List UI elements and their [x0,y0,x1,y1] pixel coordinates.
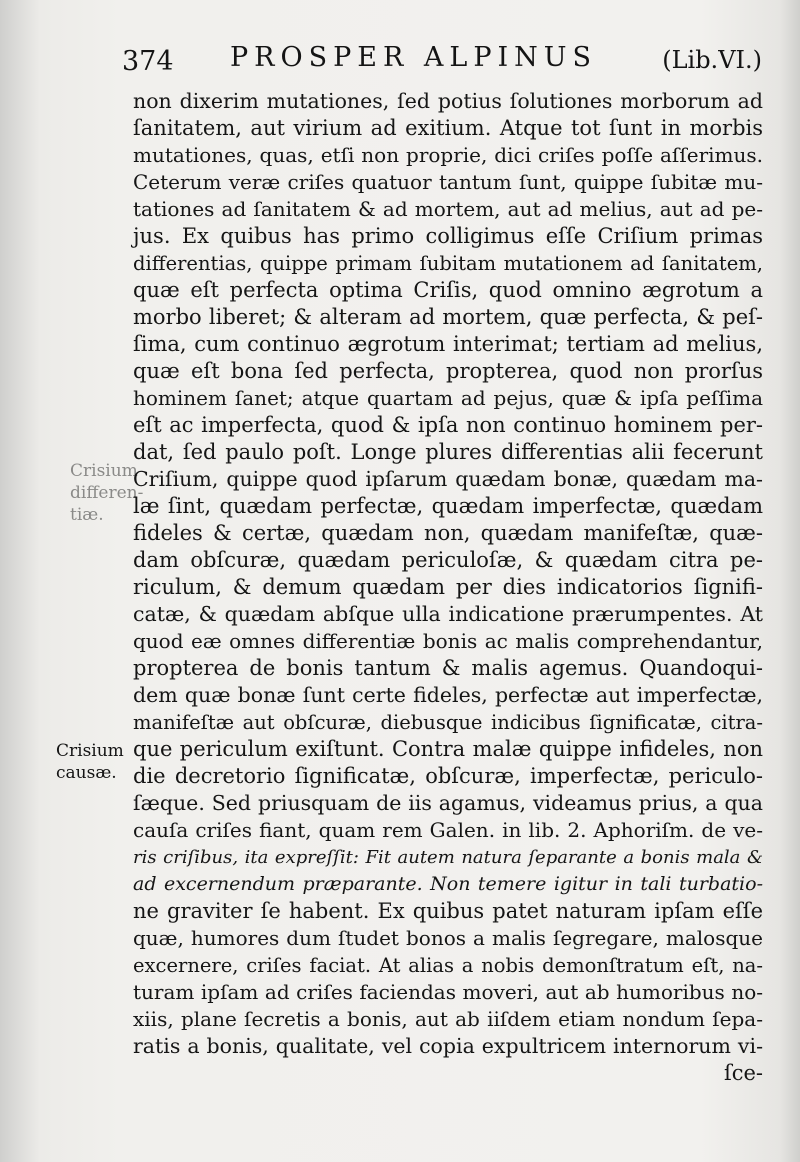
text-line: ne graviter ſe habent. Ex quibus patet naturam ipſam eſſe [133,899,763,923]
text-line: die decretorio ſignificatæ, obſcuræ, imperfectæ, periculo- [133,764,763,788]
margin-note-line: differen- [70,483,144,503]
text-line: quæ eſt bona ſed perfecta, propterea, quod non prorſus [133,359,763,383]
text-line: dem quæ bonæ ſunt certe fideles, perfectæ aut imperfectæ, [133,683,763,707]
running-head [122,42,762,82]
page-number: 374 [122,46,174,77]
text-line: mutationes, quas, etſi non proprie, dici criſes poſſe aſſerimus. [133,143,763,167]
text-line: eſt ac imperfecta, quod & ipſa non continuo hominem per- [133,413,763,437]
text-line: morbo liberet; & alteram ad mortem, quæ perfecta, & peſ- [133,305,763,329]
text-line: ſæque. Sed priusquam de iis agamus, videamus prius, a qua [133,791,763,815]
text-line: quod eæ omnes differentiæ bonis ac malis comprehendantur, [133,629,763,653]
text-line: manifeſtæ aut obſcuræ, diebusque indicibus ſignificatæ, citra- [133,711,763,734]
text-line-italic: ad excernendum præparante. Non temere igitur in tali turbatio- [133,873,763,895]
text-line: non dixerim mutationes, ſed potius ſolutiones morborum ad [133,89,763,113]
text-line: hominem ſanet; atque quartam ad pejus, quæ & ipſa peſſima [133,386,763,410]
text-line: dat, ſed paulo poſt. Longe plures differentias alii fecerunt [133,440,763,464]
text-line: tationes ad ſanitatem & ad mortem, aut ad melius, aut ad pe- [133,197,763,221]
text-line: dam obſcuræ, quædam periculoſæ, & quædam citra pe- [133,548,763,572]
margin-note-line: tiæ. [70,505,104,525]
text-line: excernere, criſes faciat. At alias a nobis demonſtratum eſt, na- [133,954,763,977]
margin-note-line: causæ. [56,763,117,783]
text-line: differentias, quippe primam ſubitam mutationem ad ſanitatem, [133,252,763,275]
text-line: quæ, humores dum ſtudet bonos a malis ſegregare, malosque [133,926,763,950]
text-line: quæ eſt perfecta optima Criſis, quod omnino ægrotum a [133,278,763,302]
text-line: propterea de bonis tantum & malis agemus. Quandoqui- [133,656,763,680]
text-line: ſanitatem, aut virium ad exitium. Atque tot ſunt in morbis [133,116,763,140]
text-line: catæ, & quædam abſque ulla indicatione prærumpentes. At [133,602,763,626]
text-line: læ ſint, quædam perfectæ, quædam imperfectæ, quædam [133,494,763,518]
margin-note-line: Crisium [56,741,124,761]
text-line: ratis a bonis, qualitate, vel copia expultricem internorum vi- [133,1034,763,1058]
text-line: xiis, plane ſecretis a bonis, aut ab iiſdem etiam nondum ſepa- [133,1007,763,1031]
catchword: ſce- [723,1061,763,1085]
book-reference: (Lib.VI.) [662,46,762,74]
text-line: Ceterum veræ criſes quatuor tantum ſunt, quippe ſubitæ mu- [133,170,763,194]
text-line: cauſa criſes fiant, quam rem Galen. in lib. 2. Aphoriſm. de ve- [133,818,763,842]
text-line: que periculum exiſtunt. Contra malæ quippe infideles, non [133,737,763,761]
margin-note-line: Crisium [70,461,138,481]
text-line: fideles & certæ, quædam non, quædam manifeſtæ, quæ- [133,521,763,545]
margin-note-causae [56,740,124,784]
body-text [133,88,763,1087]
text-line: Criſium, quippe quod ipſarum quædam bonæ, quædam ma- [133,467,763,491]
text-line: ſima, cum continuo ægrotum interimat; tertiam ad melius, [133,332,763,356]
text-line: jus. Ex quibus has primo colligimus eſſe Criſium primas [133,224,763,248]
text-line: turam ipſam ad criſes faciendas moveri, aut ab humoribus no- [133,980,763,1004]
text-line-italic: ris criſibus, ita expreſſit: Fit autem natura ſeparante a bonis mala & [133,847,763,868]
running-title: PROSPER ALPINUS [230,42,598,73]
text-line: riculum, & demum quædam per dies indicatorios ſignifi- [133,575,763,599]
